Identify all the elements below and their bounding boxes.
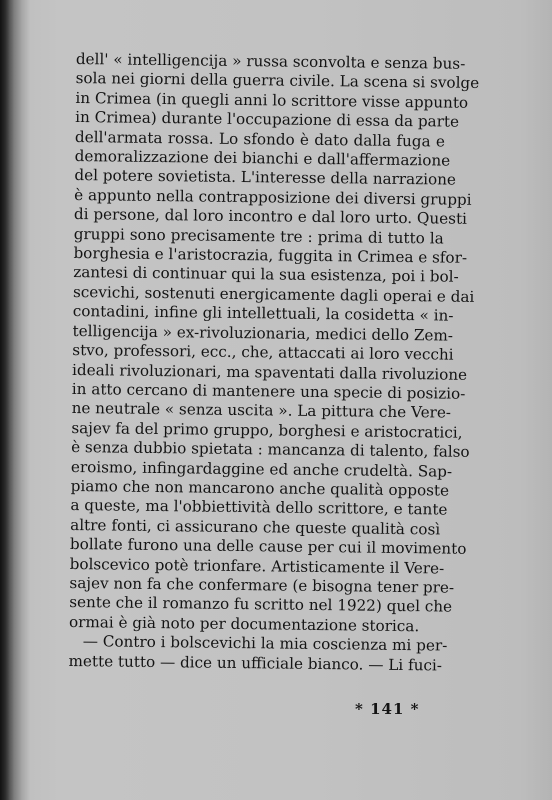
text-line: piamo che non mancarono anche qualità opposte	[70, 476, 450, 500]
text-line: in atto cercano di mantenere una specie di posizio-	[71, 379, 466, 403]
text-line: altre fonti, ci assicurano che queste qualità così	[70, 515, 441, 539]
text-line: bollate furono una delle cause per cui il movimento	[69, 535, 467, 558]
text-line: demoralizzazione dei bianchi e dall'affermazione	[74, 147, 451, 170]
text-line: del potere sovietista. L'interesse della narrazione	[74, 166, 457, 190]
text-line: bolscevico potè trionfare. Artisticamente il Vere-	[69, 554, 445, 578]
text-line: scevichi, sostenuti energicamente dagli operai e dai	[72, 282, 475, 306]
text-line: sajev fa del primo gruppo, borghesi e aristocratici,	[71, 418, 463, 442]
text-line: telligencija » ex-rivoluzionaria, medici dello Zem-	[72, 321, 454, 345]
text-line: è senza dubbio spietata : mancanza di talento, falso	[71, 438, 470, 461]
text-line: dell' « intelligencija » russa sconvolta e senza bus-	[75, 50, 466, 73]
text-line: è appunto nella contrapposizione dei diversi gruppi	[74, 185, 472, 209]
body-text	[68, 50, 480, 675]
text-line: ormai è già noto per documentazione storica.	[68, 612, 420, 636]
text-line: in Crimea (in quegli anni lo scrittore visse appunto	[75, 88, 469, 112]
text-line: — Contro i bolscevichi la mia coscienza mi per-	[82, 632, 448, 655]
page-number: * 141 *	[355, 700, 420, 718]
text-line: a queste, ma l'obbiettività dello scrittore, e tante	[70, 496, 448, 519]
text-line: in Crimea) durante l'occupazione di essa da parte	[75, 108, 460, 131]
text-line: borghesia e l'aristocrazia, fuggita in Crimea e sfor-	[73, 244, 468, 267]
text-line: ne neutrale « senza uscita ». La pittura che Vere-	[71, 399, 452, 422]
text-line: gruppi sono precisamente tre : prima di tutto la	[73, 224, 444, 248]
book-gutter-shadow	[0, 0, 14, 800]
text-line: dell'armata rossa. Lo sfondo è dato dalla fuga e	[74, 127, 446, 151]
text-line: sente che il romanzo fu scritto nel 1922) quel che	[69, 593, 453, 617]
text-line: sajev non fa che confermare (e bisogna tener pre-	[69, 573, 455, 597]
text-line: zantesi di continuar qui la sua esistenza, poi i bol-	[73, 263, 459, 287]
text-line: eroismo, infingardaggine ed anche crudeltà. Sap-	[70, 457, 453, 481]
text-line: sola nei giorni della guerra civile. La scena si svolge	[75, 69, 480, 93]
text-line: mette tutto — dice un ufficiale bianco. — Li fuci-	[68, 651, 443, 675]
text-line: ideali rivoluzionari, ma spaventati dalla rivoluzione	[71, 360, 468, 384]
text-line: contadini, infine gli intellettuali, la cosidetta « in-	[72, 302, 454, 325]
text-line: stvo, professori, ecc., che, attaccati ai loro vecchi	[72, 341, 454, 364]
text-line: di persone, dal loro incontro e dal loro urto. Questi	[73, 205, 468, 229]
